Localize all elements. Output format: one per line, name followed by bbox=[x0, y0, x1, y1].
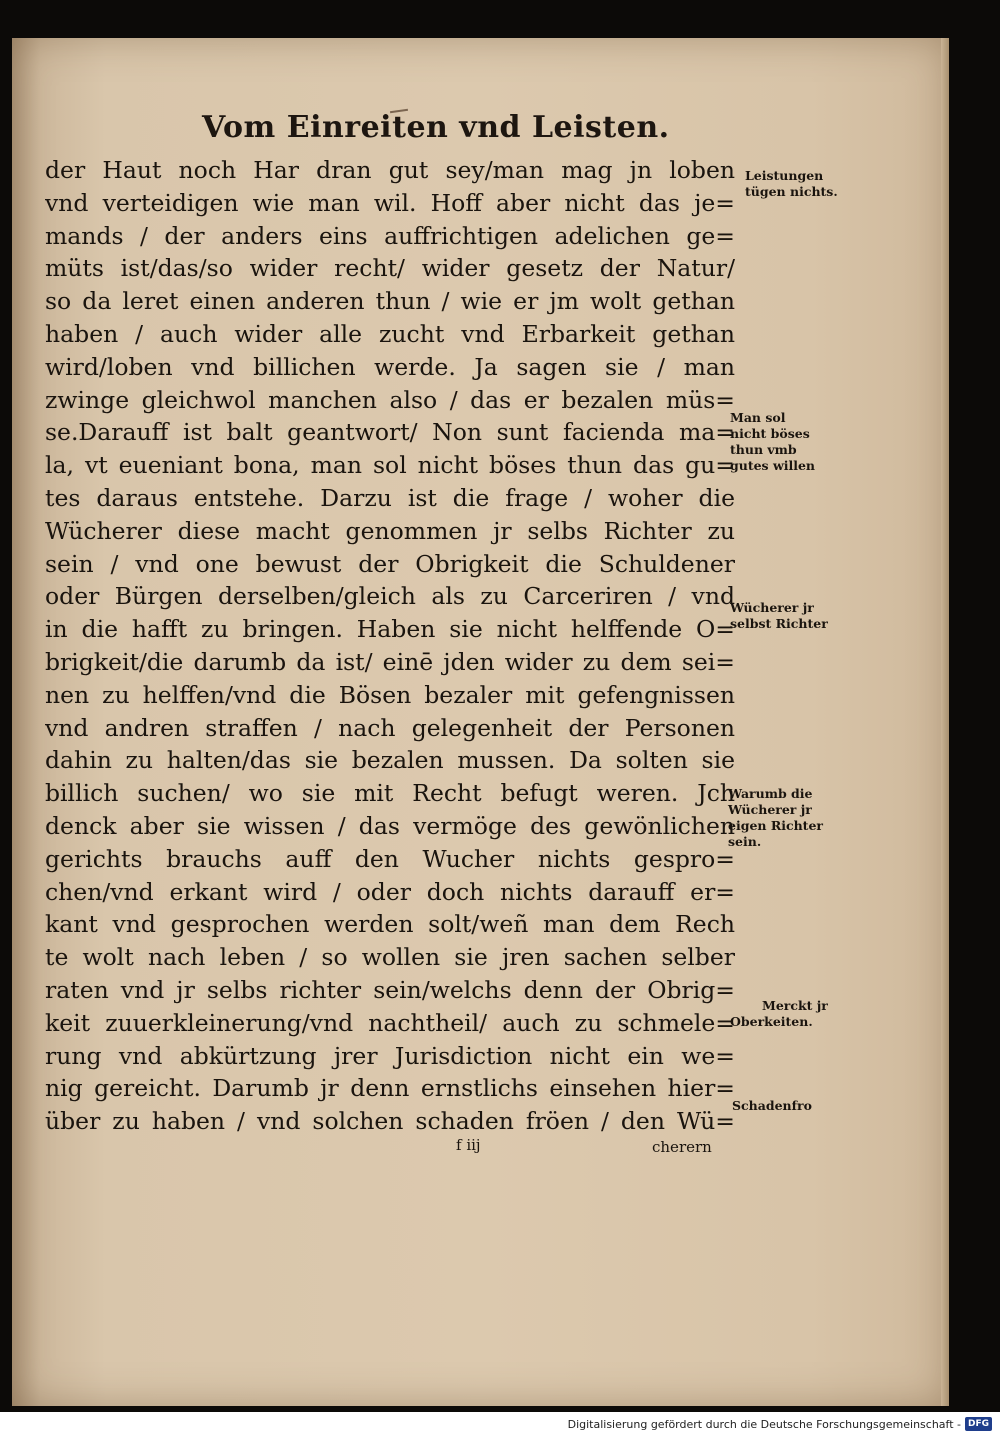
text-line: Wücherer diese macht genommen jr selbs Richter zu bbox=[45, 516, 735, 545]
text-line: chen/vnd erkant wird / oder doch nichts darauff er= bbox=[45, 877, 735, 906]
catchword: cherern bbox=[652, 1138, 712, 1156]
book-page bbox=[12, 38, 949, 1406]
text-line: müts ist/das/so wider recht/ wider gesetz der Natur/ bbox=[45, 254, 735, 283]
margin-note-wucherer-selbst: Wücherer jr selbst Richter bbox=[730, 600, 828, 631]
text-line: te wolt nach leben / so wollen sie jren sachen selber bbox=[45, 943, 735, 972]
margin-note-warumb: Warumb die Wücherer jr eigen Richter sein. bbox=[728, 786, 823, 849]
footer bbox=[568, 1416, 992, 1432]
text-line: über zu haben / vnd solchen schaden fröen / den Wü= bbox=[45, 1107, 735, 1136]
running-header: Vom Einreiten vnd Leisten. bbox=[202, 110, 670, 145]
text-line: billich suchen/ wo sie mit Recht befugt weren. Jch bbox=[45, 779, 735, 808]
text-line: rung vnd abkürtzung jrer Jurisdiction nicht ein we= bbox=[45, 1041, 735, 1070]
text-line: brigkeit/die darumb da ist/ einē jden wider zu dem sei= bbox=[45, 647, 735, 676]
text-line: zwinge gleichwol manchen also / das er bezalen müs= bbox=[45, 385, 735, 414]
margin-note-schadenfro: Schadenfro bbox=[732, 1098, 812, 1113]
text-line: keit zuuerkleinerung/vnd nachtheil/ auch zu schmele= bbox=[45, 1008, 735, 1037]
text-line: nen zu helffen/vnd die Bösen bezaler mit gefengnissen bbox=[45, 680, 735, 709]
text-line: kant vnd gesprochen werden solt/weñ man dem Rech bbox=[45, 910, 735, 939]
signature-mark: f iij bbox=[456, 1136, 481, 1154]
text-line: dahin zu halten/das sie bezalen mussen. Da solten sie bbox=[45, 746, 735, 775]
margin-note-man-sol: Man sol nicht böses thun vmb gutes willen bbox=[730, 410, 815, 473]
text-line: se.Darauff ist balt geantwort/ Non sunt facienda ma= bbox=[45, 418, 735, 447]
footer-credit: Digitalisierung gefördert durch die Deutsche Forschungsgemeinschaft - bbox=[567, 1417, 961, 1431]
text-line: gerichts brauchs auff den Wucher nichts gespro= bbox=[45, 844, 735, 873]
body-text bbox=[45, 154, 735, 1138]
text-line: tes daraus entstehe. Darzu ist die frage / woher die bbox=[45, 483, 735, 512]
text-line: in die hafft zu bringen. Haben sie nicht helffende O= bbox=[45, 615, 735, 644]
text-line: mands / der anders eins auffrichtigen adelichen ge= bbox=[45, 221, 735, 250]
text-line: der Haut noch Har dran gut sey/man mag jn loben bbox=[45, 156, 735, 184]
text-line: vnd andren straffen / nach gelegenheit der Personen bbox=[45, 713, 735, 742]
text-line: wird/loben vnd billichen werde. Ja sagen sie / man bbox=[45, 352, 735, 381]
text-line: denck aber sie wissen / das vermöge des gewönlichen bbox=[45, 811, 735, 840]
text-line: oder Bürgen derselben/gleich als zu Carceriren / vnd bbox=[45, 582, 735, 611]
text-line: haben / auch wider alle zucht vnd Erbarkeit gethan bbox=[45, 319, 735, 348]
margin-note-leistungen: Leistungen tügen nichts. bbox=[745, 168, 838, 199]
text-line: sein / vnd one bewust der Obrigkeit die Schuldener bbox=[45, 549, 735, 578]
text-line: la, vt eueniant bona, man sol nicht böses thun das gu= bbox=[45, 451, 735, 480]
text-line: raten vnd jr selbs richter sein/welchs denn der Obrig= bbox=[45, 975, 735, 1004]
margin-note-merckt: Merckt jr Oberkeiten. bbox=[730, 998, 828, 1029]
text-line: nig gereicht. Darumb jr denn ernstlichs einsehen hier= bbox=[45, 1074, 735, 1103]
text-line: so da leret einen anderen thun / wie er jm wolt gethan bbox=[45, 287, 735, 316]
text-line: vnd verteidigen wie man wil. Hoff aber nicht das je= bbox=[45, 188, 735, 217]
dfg-logo: DFG bbox=[965, 1417, 992, 1431]
